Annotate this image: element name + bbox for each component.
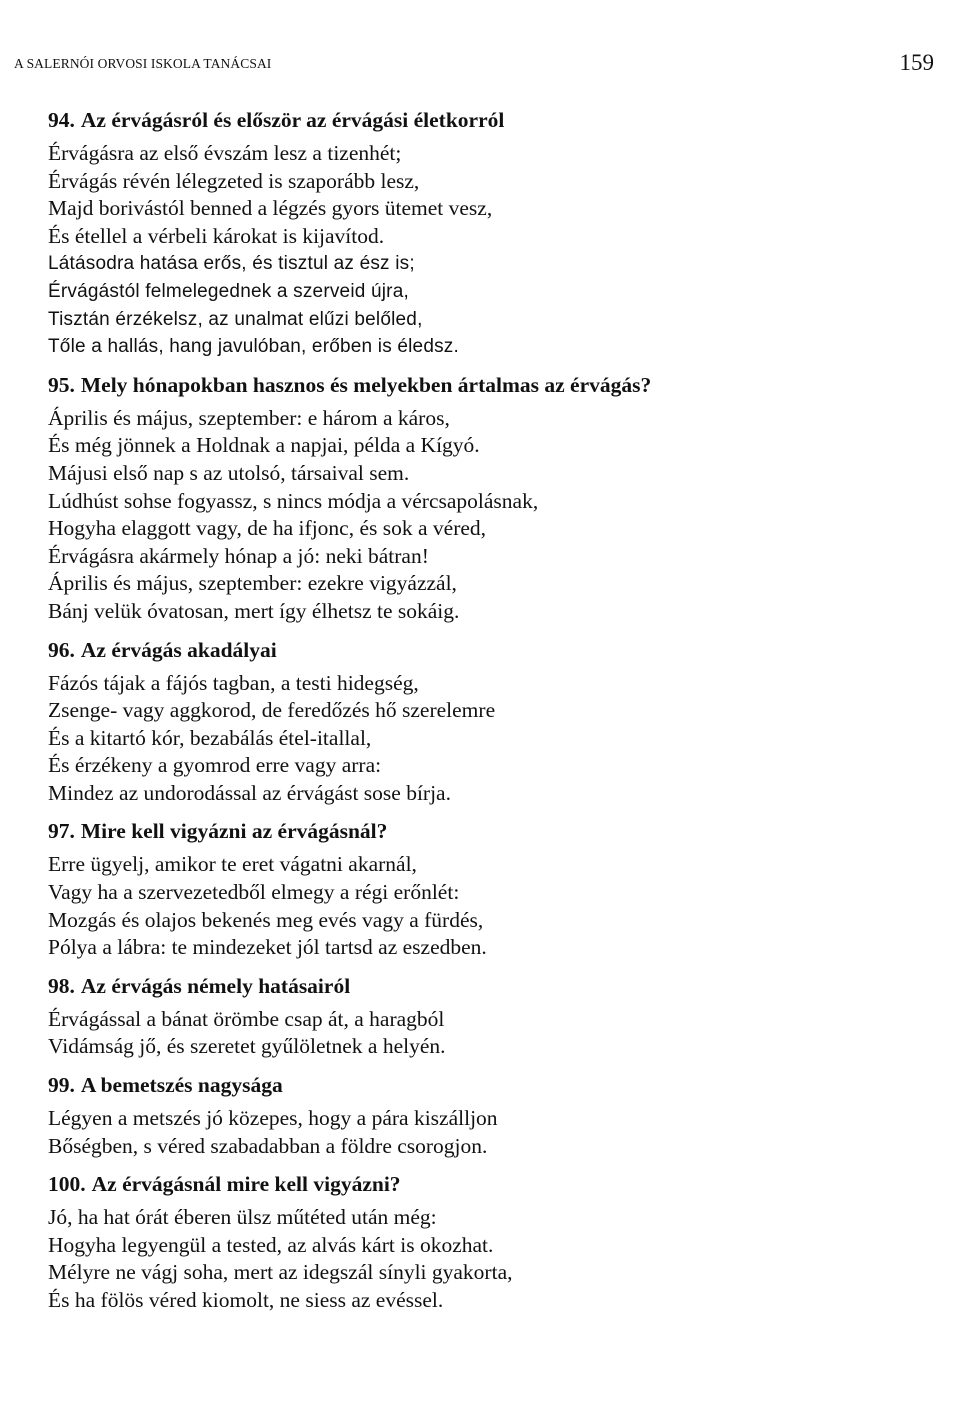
section-96 bbox=[48, 637, 928, 808]
verse-line: És a kitartó kór, bezabálás étel-itallal, bbox=[48, 725, 372, 750]
section-94 bbox=[48, 107, 928, 361]
verse-line: Jó, ha hat órát éberen ülsz műtéted után még: bbox=[48, 1205, 437, 1230]
verse-line: Érvágásra az első évszám lesz a tizenhét; bbox=[48, 141, 402, 165]
verse-line: Pólya a lábra: te mindezeket jól tartsd az eszedben. bbox=[48, 935, 487, 960]
verse-line: Érvágásra akármely hónap a jó: neki bátran! bbox=[48, 543, 429, 568]
section-heading bbox=[48, 372, 928, 399]
page-content bbox=[48, 107, 928, 1315]
section-number: 97. bbox=[48, 819, 75, 844]
verse-line: Májusi első nap s az utolsó, társaival sem. bbox=[48, 460, 410, 485]
section-heading bbox=[48, 1171, 928, 1198]
section-number: 100. bbox=[48, 1172, 86, 1197]
verse-line: Fázós tájak a fájós tagban, a testi hidegség, bbox=[48, 670, 419, 695]
section-97 bbox=[48, 818, 928, 961]
section-title: Mire kell vigyázni az érvágásnál? bbox=[80, 819, 388, 844]
verse-line: Látásodra hatása erős, és tisztul az ész is; bbox=[48, 253, 415, 275]
section-95 bbox=[48, 372, 928, 626]
running-header bbox=[14, 52, 944, 76]
page-number: 159 bbox=[899, 50, 934, 75]
verse-line: Lúdhúst sohse fogyassz, s nincs módja a vércsapolásnak, bbox=[48, 488, 539, 513]
verse-line: Mozgás és olajos bekenés meg evés vagy a fürdés, bbox=[48, 907, 484, 932]
verse-line: Majd borivástól benned a légzés gyors ütemet vesz, bbox=[48, 196, 493, 221]
section-title: Az érvágás némely hatásairól bbox=[80, 973, 351, 998]
section-title: Az érvágásról és először az érvágási életkorról bbox=[80, 108, 505, 132]
verse-line: Bőségben, s véred szabadabban a földre csorogjon. bbox=[48, 1133, 488, 1158]
section-number: 96. bbox=[48, 637, 75, 662]
section-99 bbox=[48, 1072, 928, 1160]
verse-line: Légyen a metszés jó közepes, hogy a pára kiszálljon bbox=[48, 1106, 498, 1131]
verse-line: Hogyha legyengül a tested, az alvás kárt is okozhat. bbox=[48, 1232, 494, 1257]
verse-line: Mélyre ne vágj soha, mert az idegszál sínyli gyakorta, bbox=[48, 1260, 513, 1285]
section-number: 99. bbox=[48, 1073, 75, 1098]
section-number: 94. bbox=[48, 108, 75, 132]
verse-line: És étellel a vérbeli károkat is kijavítod. bbox=[48, 223, 385, 248]
section-heading bbox=[48, 637, 928, 664]
verse-line: Tisztán érzékelsz, az unalmat elűzi belőled, bbox=[48, 308, 423, 330]
verse-line: És ha fölös véred kiomolt, ne siess az evéssel. bbox=[48, 1288, 444, 1312]
section-title: Az érvágásnál mire kell vigyázni? bbox=[91, 1172, 401, 1197]
verse-line: Április és május, szeptember: e három a káros, bbox=[48, 405, 450, 430]
verse-line: Érvágással a bánat örömbe csap át, a haragból bbox=[48, 1006, 445, 1031]
verse-line: Érvágástól felmelegednek a szerveid újra, bbox=[48, 280, 409, 302]
verse-line: Tőle a hallás, hang javulóban, erőben is éledsz. bbox=[48, 336, 459, 358]
section-title: Mely hónapokban hasznos és melyekben ártalmas az érvágás? bbox=[80, 372, 652, 397]
section-title: A bemetszés nagysága bbox=[80, 1073, 283, 1098]
running-title: A SALERNÓI ORVOSI ISKOLA TANÁCSAI bbox=[14, 56, 272, 71]
section-heading bbox=[48, 107, 928, 134]
verse-line: Április és május, szeptember: ezekre vigyázzál, bbox=[48, 571, 457, 596]
verse-line: Hogyha elaggott vagy, de ha ifjonc, és sok a véred, bbox=[48, 516, 487, 541]
verse-line: Érvágás révén lélegzeted is szaporább lesz, bbox=[48, 168, 420, 193]
verse-line: Zsenge- vagy aggkorod, de feredőzés hő szerelemre bbox=[48, 698, 496, 723]
verse-line: Vagy ha a szervezetedből elmegy a régi erőnlét: bbox=[48, 880, 460, 905]
verse-line: Bánj velük óvatosan, mert így élhetsz te sokáig. bbox=[48, 598, 460, 623]
verse-line: És érzékeny a gyomrod erre vagy arra: bbox=[48, 753, 382, 778]
section-100 bbox=[48, 1171, 928, 1314]
section-number: 98. bbox=[48, 973, 75, 998]
verse-line: Mindez az undorodással az érvágást sose bírja. bbox=[48, 780, 451, 805]
section-title: Az érvágás akadályai bbox=[80, 637, 277, 662]
verse-line: Erre ügyelj, amikor te eret vágatni akarnál, bbox=[48, 852, 417, 877]
section-number: 95. bbox=[48, 372, 75, 397]
verse-line: Vidámság jő, és szeretet gyűlöletnek a helyén. bbox=[48, 1034, 446, 1059]
section-98 bbox=[48, 973, 928, 1061]
verse-line: És még jönnek a Holdnak a napjai, példa a Kígyó. bbox=[48, 433, 480, 458]
section-heading bbox=[48, 818, 928, 845]
section-heading bbox=[48, 973, 928, 1000]
section-heading bbox=[48, 1072, 928, 1099]
